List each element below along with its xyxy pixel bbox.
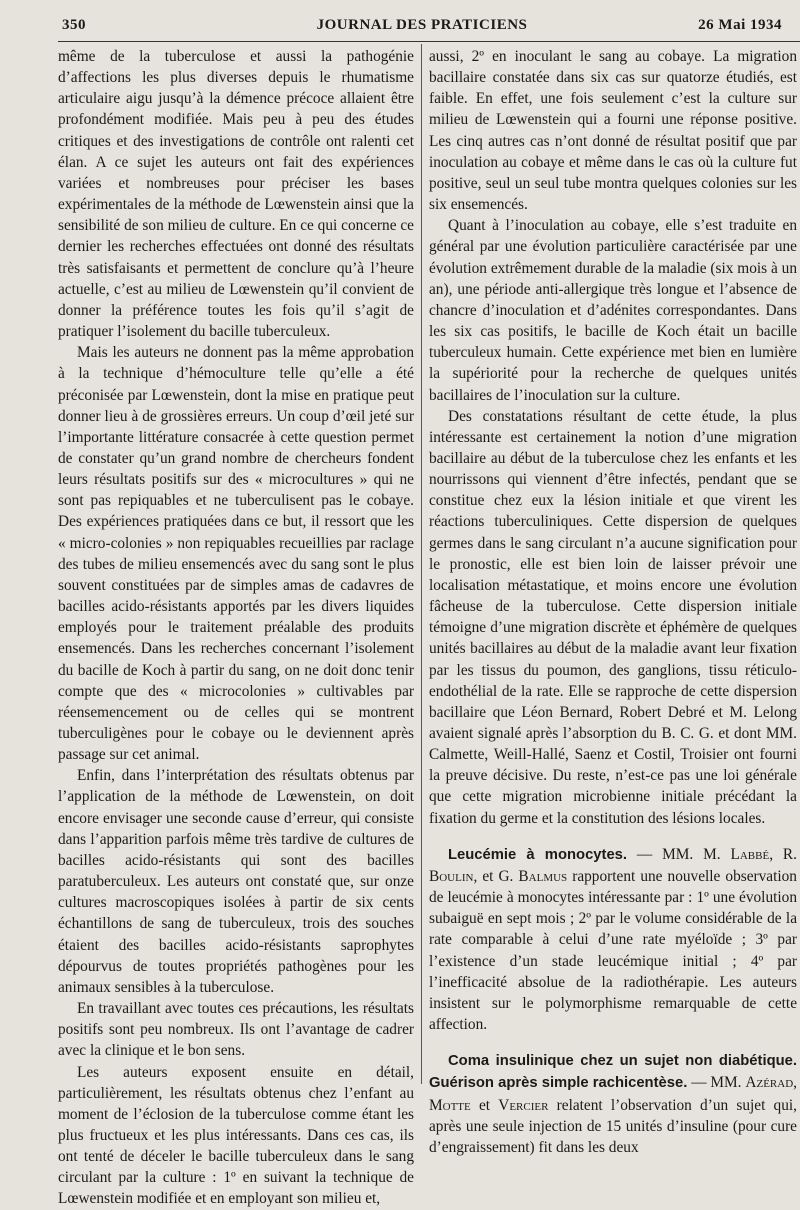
author-name: Labbé [730,845,770,863]
section-coma-insulinique: Coma insulinique chez un sujet non diabétique. Guérison après simple rachicentèse. — MM. Azérad, Motte et Vercier relatent l’observation d’un sujet qui, après une seule injection de 15 unités d’insuline (pour cure d’engraissement) fit dans les deux [429,1053,798,1156]
paragraph: Les auteurs exposent ensuite en détail, particulièrement, les résultats obtenus chez l’enfant au moment de l’éclosion de la tuberculose comme étant les plus fructueux et les plus intéressants. Dans ces cas, ils ont tenté de déceler le bacille tuberculeux dans le sang circulant par la culture : 1º en suivant la technique de Lœwenstein modifiée et en employant son milieu et, [58,1063,414,1208]
paragraph: Mais les auteurs ne donnent pas la même approbation à la technique d’hémoculture telle qu’elle a été préconisée par Lœwenstein, dont la mise en pratique peut donner lieu à de grossières erreurs. Un coup d’œil jeté sur l’importante littérature consacrée à cette question permet de constater qu’un grand nombre de chercheurs fondent leurs résultats positifs sur des « microcultures » qui ne sont pas repiquables et ne tuberculisent pas le cobaye. Des expériences pratiquées dans ce but, il ressort que les « micro-colonies » non repiquables recueillies par raclage des tubes de milieu ensemencés avec du sang sont le plus souvent constituées par de simples amas de cadavres de bacilles acido-résistants apportés par les divers liquides employés pour le traitement préalable des produits ensemencés. Dans les recherches concernant l’isolement du bacille de Koch à partir du sang, on ne doit donc tenir compte que des « microcolonies » cultivables par réensemencement ou de celles qui se montrent tuberculigènes pour le cobaye ou le deviennent après passage sur cet animal. [58,344,414,764]
header-rule [58,41,800,42]
issue-date: 26 Mai 1934 [698,17,782,33]
author-name: Boulin [429,867,474,885]
author-name: Motte [429,1096,471,1114]
section-heading: Coma insulinique chez un sujet non diabétique. Guérison après simple rachicentèse. [429,1053,797,1092]
running-header [62,17,782,39]
section-leucemie: Leucémie à monocytes. — MM. M. Labbé, R. Boulin, et G. Balmus rapportent une nouvelle observation de leucémie à monocytes intéressante par : 1º une évolution subaiguë en sept mois ; 2º par le volume considérable de la rate comparable à celui d’une rate myéloïde ; 3º par l’existence d’un stade leucémique initial ; 4º par l’inefficacité absolue de la radiothérapie. Les auteurs insistent sur le polymorphisme remarquable de cette affection. [429,845,797,1034]
author-name: Vercier [498,1096,549,1114]
paragraph: Enfin, dans l’interprétation des résultats obtenus par l’application de la méthode de Lœwenstein, on doit encore envisager une seconde cause d’erreur, qui consiste dans l’apparition parfois même très tardive de cultures de bacilles acido-résistants qui sont des bacilles paratuberculeux. Les auteurs ont constaté que, sur onze cultures macroscopiques isolées à partir de six cents échantillons de sang de tuberculeux, trois des souches étaient des bacilles acido-résistants saprophytes dépourvus de toutes propriétés pathogènes pour les animaux sensibles à la tuberculose. [58,767,414,996]
paragraph: aussi, 2º en inoculant le sang au cobaye. La migration bacillaire constatée dans six cas sur quatorze étudiés, est faible. En effet, une fois seulement c’est la culture sur milieu de Lœwenstein qui a fourni une réponse positive. Les cinq autres cas n’ont donné de résultat positif que par inoculation au cobaye et même dans le cas où la culture fut positive, seul un seul tube montra quelques colonies sur les six ensemencés. [429,48,797,214]
column-divider [421,44,422,1084]
author-name: Balmus [518,867,568,885]
page-number: 350 [62,17,86,33]
paragraph: Des constatations résultant de cette étude, la plus intéressante est certainement la notion d’une migration bacillaire au début de la tuberculose chez les enfants et les nourrissons qui viennent d’être infectés, pendant que se constitue chez eux la lésion initiale et que virent les réactions tuberculiniques. Cette dispersion de quelques germes dans le sang circulant n’a aucune signification pour le pronostic, elle est bien loin de laisser prévoir une localisation métastatique, et moins encore une évolution fâcheuse de la tuberculose. Cette dispersion initiale témoigne d’une migration discrète et éphémère de quelques unités bacillaires au début de la maladie avant leur fixation par les tissus du poumon, des ganglions, tissu réticulo-endothélial de la rate. Elle se rapproche de cette dispersion bacillaire que Léon Bernard, Robert Debré et M. Lelong avaient signalé après l’absorption du B. C. G. et dont MM. Calmette, Weill-Hallé, Saenz et Costil, Troisier ont fourni la preuve décisive. Du reste, n’est-ce pas une loi générale que cette migration microbienne initiale précédant la fixation du germe et la constitution des lésions locales. [429,407,797,827]
journal-title: JOURNAL DES PRATICIENS [316,17,528,33]
paragraph: même de la tuberculose et aussi la pathogénie d’affections les plus diverses depuis le rhumatisme articulaire aigu jusqu’à la démence précoce allaient être profondément modifiée. Mais peu à peu des études critiques et des investigations de contrôle ont ralenti cet élan. A ce sujet les auteurs ont fait des expériences variées et nombreuses pour préciser les bases expérimentales de la méthode de Lœwenstein ainsi que la sensibilité de son milieu de culture. En ce qui concerne ce dernier les recherches effectuées ont donné des résultats très satisfaisants et permettent de conclure qu’à l’heure actuelle, c’est au milieu de Lœwenstein qu’il convient de donner la préférence toutes les fois qu’il s’agit de pratiquer l’isolement du bacille tuberculeux. [58,48,414,341]
paragraph: Quant à l’inoculation au cobaye, elle s’est traduite en général par une évolution particulière caractérisée par une évolution extrêmement durable de la maladie (six mois à un an), une période anti-allergique très longue et l’absence de chancre d’inoculation et d’adénites correspondantes. Dans les six cas positifs, le bacille de Koch était un bacille tuberculeux humain. Cette expérience met bien en lumière la supériorité pour la recherche de quelques unités bacillaires de l’inoculation sur la culture. [429,217,797,404]
paragraph: En travaillant avec toutes ces précautions, les résultats positifs sont peu nombreux. Ils ont l’avantage de cadrer avec la clinique et le bon sens. [58,1000,414,1060]
left-column [58,46,414,1210]
right-column [429,46,797,1158]
author-name: Azérad [745,1074,794,1092]
section-heading: Leucémie à monocytes. [448,846,628,863]
